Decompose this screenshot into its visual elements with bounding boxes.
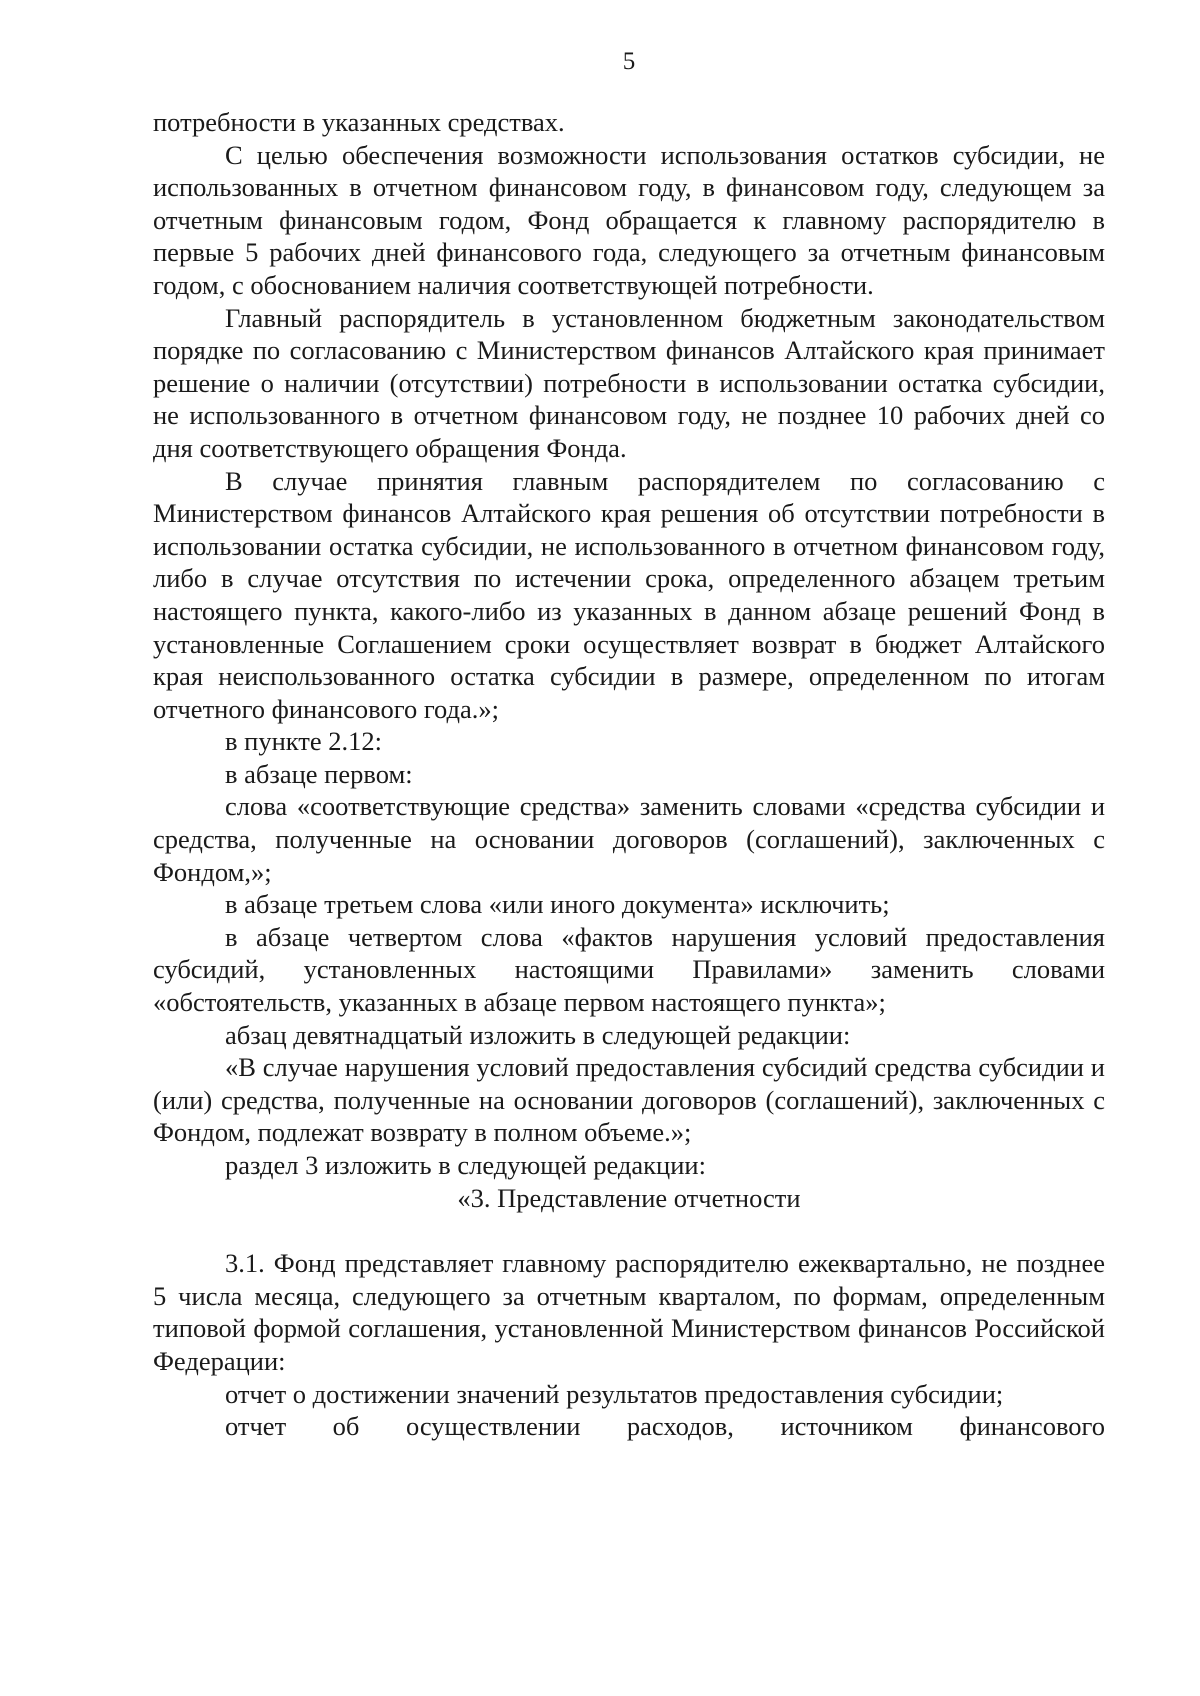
paragraph-fourth-subparagraph: в абзаце четвертом слова «фактов нарушения условий предоставления субсидий, установленных настоящими Правилами» заменить словами «обстоятельств, указанных в абзаце первом настоящего пункта»; — [153, 921, 1105, 1018]
paragraph-nineteenth-subparagraph: абзац девятнадцатый изложить в следующей редакции: — [225, 1019, 851, 1050]
paragraph-clause-3-1: 3.1. Фонд представляет главному распорядителю ежеквартально, не позднее 5 числа месяца, следующего за отчетным кварталом, по формам, определенным типовой формой соглашения, установленной Министерством финансов Российской Федерации: — [153, 1248, 1105, 1376]
paragraph-chief-manager-decision: Главный распорядитель в установленном бюджетным законодательством порядке по согласованию с Министерством финансов Алтайского края принимает решение о наличии (отсутствии) потребности в использовании остатка субсидии, не использованного в отчетном финансовом году, не позднее 10 рабочих дней со дня соответствующего обращения Фонда. — [153, 302, 1105, 463]
paragraph-continuation: потребности в указанных средствах. — [153, 107, 565, 137]
section-spacer — [153, 1214, 1105, 1247]
paragraph-clause-2-12: в пункте 2.12: — [225, 726, 382, 757]
paragraph-third-subparagraph: в абзаце третьем слова «или иного документа» исключить; — [225, 889, 890, 920]
paragraph-report-expenses: отчет об осуществлении расходов, источником финансового — [225, 1411, 1105, 1442]
paragraph-report-results: отчет о достижении значений результатов предоставления субсидии; — [225, 1378, 1004, 1409]
paragraph-replace-words-funds: слова «соответствующие средства» заменить словами «средства субсидии и средства, полученные на основании договоров (соглашений), заключенных с Фондом,»; — [153, 791, 1105, 887]
paragraph-return-of-remainder: В случае принятия главным распорядителем по согласованию с Министерством финансов Алтайского края решения об отсутствии потребности в использовании остатка субсидии, не использованного в отчетном финансовом году, либо в случае отсутствия по истечении срока, определенного абзацем третьим настоящего пункта, какого-либо из указанных в данном абзаце решений Фонд в установленные Соглашением сроки осуществляет возврат в бюджет Алтайского края неиспользованного остатка субсидии в размере, определенном по итогам отчетного финансового года.»; — [153, 465, 1105, 724]
paragraph-first-subparagraph: в абзаце первом: — [225, 758, 413, 789]
paragraph-subsidy-remainder: С целью обеспечения возможности использования остатков субсидии, не использованных в отчетном финансовом году, в финансовом году, следующем за отчетным финансовым годом, Фонд обращается к главному распорядителю в первые 5 рабочих дней финансового года, следующего за отчетным финансовым годом, с обоснованием наличия соответствующей потребности. — [153, 139, 1105, 300]
paragraph-section-3-intro: раздел 3 изложить в следующей редакции: — [225, 1150, 706, 1180]
document-body — [153, 106, 1105, 1443]
paragraph-violation-return: «В случае нарушения условий предоставления субсидий средства субсидии и (или) средства, полученные на основании договоров (соглашений), заключенных с Фондом, подлежат возврату в полном объеме.»; — [153, 1052, 1105, 1148]
page-number: 5 — [622, 48, 636, 75]
section-heading-reporting: «3. Представление отчетности — [457, 1182, 801, 1213]
